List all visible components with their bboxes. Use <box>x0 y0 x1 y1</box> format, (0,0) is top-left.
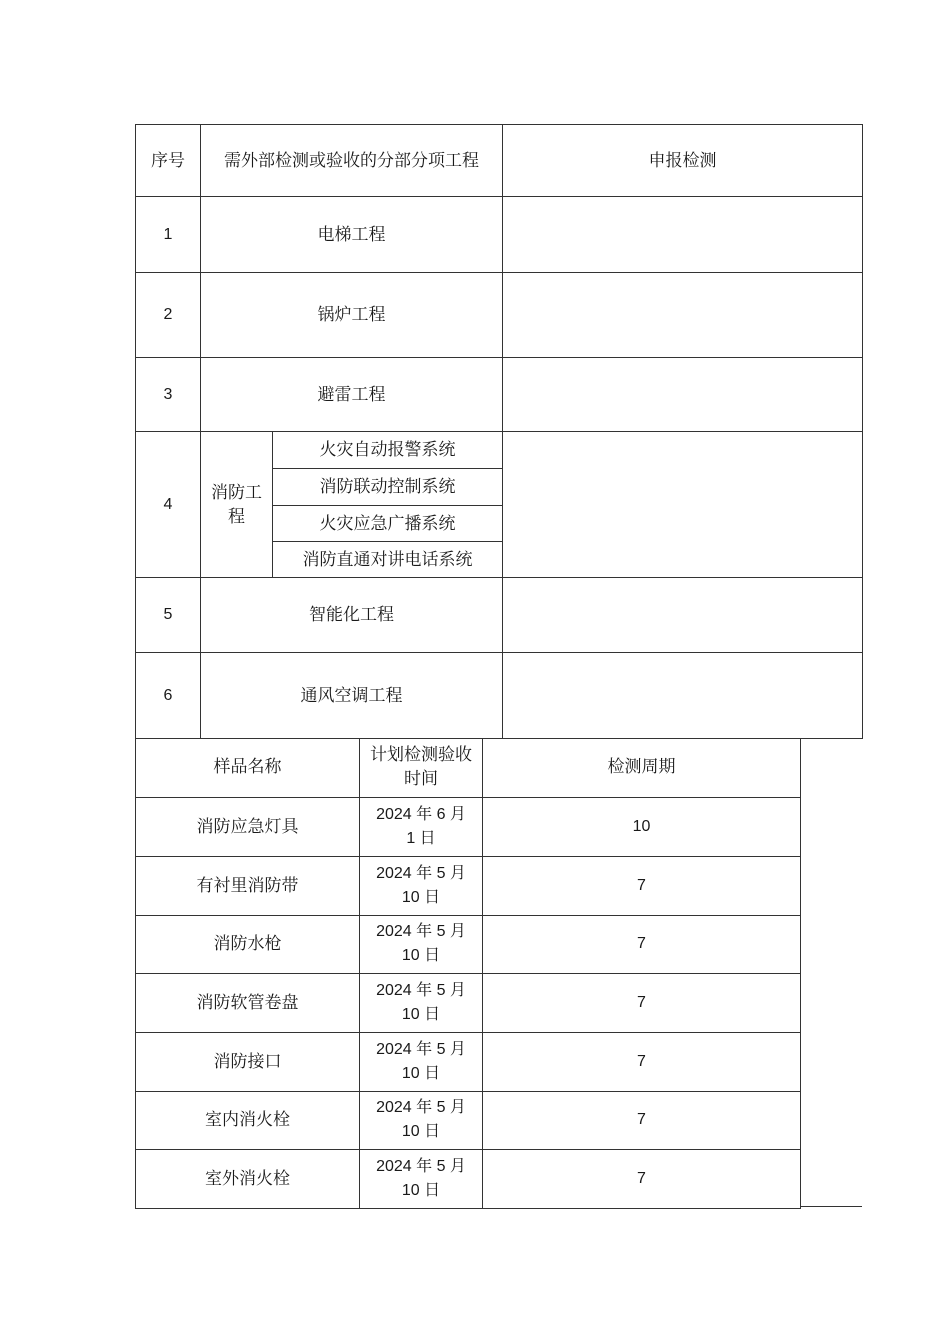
sub-project-name: 火灾应急广播系统 <box>273 506 503 542</box>
row-serial-no: 6 <box>136 653 201 739</box>
inspection-period: 7 <box>483 856 801 915</box>
inspection-period: 7 <box>483 973 801 1032</box>
header-project-name: 需外部检测或验收的分部分项工程 <box>201 125 503 197</box>
sub-project-name: 火灾自动报警系统 <box>273 432 503 469</box>
inspection-period: 7 <box>483 1091 801 1149</box>
row-serial-no: 2 <box>136 273 201 358</box>
row-report-cell <box>503 653 863 739</box>
planned-date: 2024 年 5 月 10 日 <box>360 1032 483 1091</box>
row-serial-no: 4 <box>136 432 201 578</box>
table-row <box>136 797 801 856</box>
header-sample-name: 样品名称 <box>136 738 360 797</box>
planned-date: 2024 年 5 月 10 日 <box>360 856 483 915</box>
table-row <box>136 653 863 739</box>
planned-date: 2024 年 5 月 10 日 <box>360 1149 483 1208</box>
row-report-cell <box>503 197 863 273</box>
planned-date: 2024 年 5 月 10 日 <box>360 915 483 973</box>
planned-date: 2024 年 5 月 10 日 <box>360 1091 483 1149</box>
row-project-name: 避雷工程 <box>201 358 503 432</box>
sub-project-name: 消防联动控制系统 <box>273 469 503 506</box>
row-serial-no: 3 <box>136 358 201 432</box>
planned-date: 2024 年 5 月 10 日 <box>360 973 483 1032</box>
table-row <box>136 432 863 469</box>
row-project-name: 电梯工程 <box>201 197 503 273</box>
row-project-name: 锅炉工程 <box>201 273 503 358</box>
sample-name: 消防接口 <box>136 1032 360 1091</box>
sub-project-name: 消防直通对讲电话系统 <box>273 542 503 578</box>
inspection-period: 10 <box>483 797 801 856</box>
row-project-name: 通风空调工程 <box>201 653 503 739</box>
row-report-cell <box>503 358 863 432</box>
row-serial-no: 5 <box>136 578 201 653</box>
row-report-cell <box>503 578 863 653</box>
inspection-period: 7 <box>483 915 801 973</box>
table-row <box>136 1149 801 1208</box>
row-report-cell <box>503 273 863 358</box>
header-report-inspection: 申报检测 <box>503 125 863 197</box>
table-row <box>136 856 801 915</box>
table-border-extension <box>800 1206 862 1207</box>
table-row <box>136 197 863 273</box>
row-project-name: 智能化工程 <box>201 578 503 653</box>
planned-date: 2024 年 6 月 1 日 <box>360 797 483 856</box>
table-row <box>136 578 863 653</box>
sample-name: 室外消火栓 <box>136 1149 360 1208</box>
sample-name: 有衬里消防带 <box>136 856 360 915</box>
table-header-row <box>136 125 863 197</box>
row-report-cell <box>503 432 863 578</box>
table-row <box>136 915 801 973</box>
sample-name: 消防软管卷盘 <box>136 973 360 1032</box>
sample-inspection-table <box>135 738 801 1209</box>
header-inspection-period: 检测周期 <box>483 738 801 797</box>
inspection-projects-table <box>135 124 863 739</box>
inspection-period: 7 <box>483 1032 801 1091</box>
table-header-row <box>136 738 801 797</box>
table-row <box>136 273 863 358</box>
table-row <box>136 358 863 432</box>
header-planned-time: 计划检测验收时间 <box>360 738 483 797</box>
fire-protection-group-label: 消防工程 <box>201 432 273 578</box>
row-serial-no: 1 <box>136 197 201 273</box>
sample-name: 消防水枪 <box>136 915 360 973</box>
header-serial-no: 序号 <box>136 125 201 197</box>
sample-name: 消防应急灯具 <box>136 797 360 856</box>
inspection-period: 7 <box>483 1149 801 1208</box>
table-row <box>136 1091 801 1149</box>
table-row <box>136 973 801 1032</box>
table-row <box>136 1032 801 1091</box>
sample-name: 室内消火栓 <box>136 1091 360 1149</box>
